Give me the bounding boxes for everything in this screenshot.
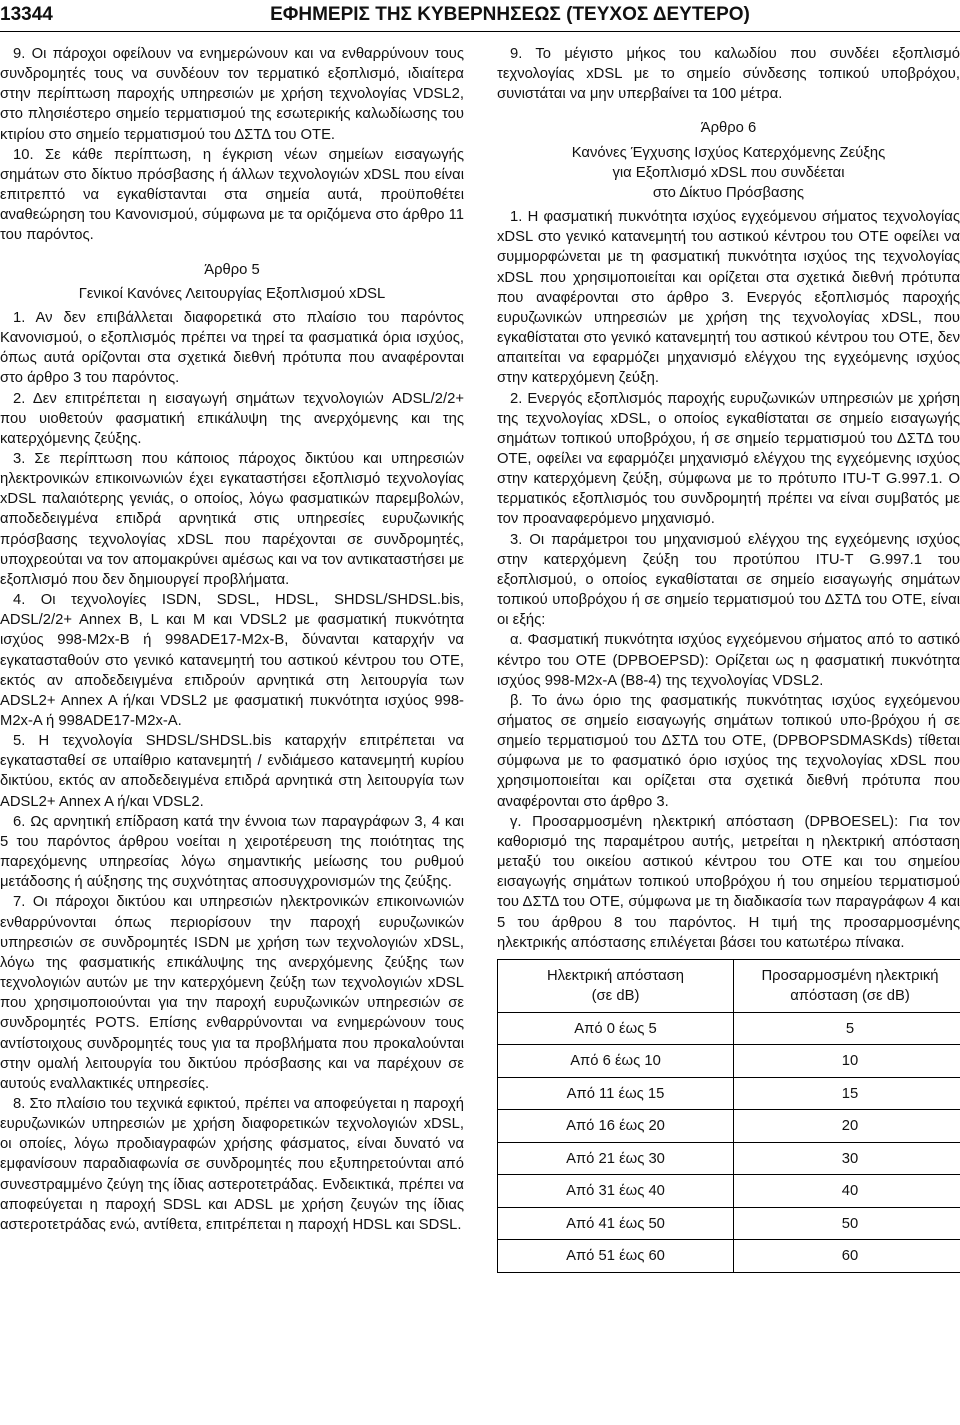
article-6-subtitle <box>497 143 960 203</box>
table-cell-value: 40 <box>734 1175 960 1208</box>
article-5-title: Άρθρο 5 <box>204 261 260 278</box>
article-5-paragraph-7: 7. Οι πάροχοι δικτύου και υπηρεσιών ηλεκτρονικών επικοινωνιών ενθαρρύνονται όπως περιορίσουν την παροχή ευρυζωνικών υπηρεσιών σε συνδρομητές ISDN με χρήση των τεχνολογιών xDSL, λόγω της φασματικής επικάλυψης της ανερχόμενης ζεύξης των τεχνολογιών αυτών με την κατερχόμενη ζεύξη των τεχνολογιών xDSL που χρησιμοποιούνται για την παροχή ευρυζωνικών υπηρεσιών σε συνδρομητές POTS. Επίσης ενθαρρύνονται να ενημερώνουν τους αντίστοιχους συνδρομητές τους για τα προβλήματα που προκαλούνται στην ομαλή λειτουργία του δικτύου πρόσβασης και να παρέχουν σε αυτούς εναλλακτικές υπηρεσίες. <box>0 894 464 1092</box>
paragraph-9: 9. Οι πάροχοι οφείλουν να ενημερώνουν και να ενθαρρύνουν τους συνδρομητές τους να συνδέουν τον τερματικό εξοπλισμό, ιδιαίτερα στην περίπτωση παροχής υπηρεσιών με χρήση τεχνολογίας VDSL2, στο πλησιέστερο σημείο τερματισμού της εσωτερικής καλωδίωσης του κτιρίου στο σημείο τερματισμού του ΔΣΤΔ του ΟΤΕ. <box>0 46 464 143</box>
table-header-adjusted-distance: Προσαρμοσμένη ηλεκτρική απόσταση (σε dB) <box>734 959 960 1012</box>
table-cell-range: Από 11 έως 15 <box>498 1077 734 1110</box>
table-cell-range: Από 6 έως 10 <box>498 1045 734 1078</box>
article-5-paragraph-2: 2. Δεν επιτρέπεται η εισαγωγή σημάτων τεχνολογιών ADSL/2/2+ που υιοθετούν φασματική επικάλυψη της ανερχόμενης και της κατερχόμενης ζεύξης. <box>0 390 464 447</box>
article-6-subtitle-line-1: Κανόνες Έγχυσης Ισχύος Κατερχόμενης Ζεύξης <box>571 144 886 161</box>
article-5-paragraph-6: 6. Ως αρνητική επίδραση κατά την έννοια των παραγράφων 3, 4 και 5 του παρόντος άρθρου νοείται η χειροτέρευση της ποιότητας της παρεχόμενης υπηρεσίας λόγω σημαντικής μείωσης του ρυθμού μετάδοσης ή αύξησης της συχνότητας αποσυγχρονισμών της ζεύξης. <box>0 813 464 891</box>
article-6-title: Άρθρο 6 <box>700 120 757 137</box>
article-5-paragraph-4: 4. Οι τεχνολογίες ISDN, SDSL, HDSL, SHDSL/SHDSL.bis, ADSL/2/2+ Annex B, L και M και VDSL2 με φασματική πυκνότητα ισχύος 998-M2x-B ή 998ADE17-M2x-B, δύνανται καταρχήν να εγκατασταθούν στο γενικό κατανεμητή του αστικού κέντρου του ΟΤΕ, εκτός αν αποδεδειγμένα επιδρούν αρνητικά στη λειτουργία των ADSL2+ Annex A ή/και VDSL2 με φασματική πυκνότητα ισχύος 998-M2x-A ή 998ADE17-M2x-A. <box>0 592 464 729</box>
article-6-subtitle-line-2: για Εξοπλισμό xDSL που συνδέεται <box>612 164 845 181</box>
table-row <box>498 1175 960 1208</box>
right-column <box>497 44 960 1273</box>
gazette-title: ΕΦΗΜΕΡΙΣ ΤΗΣ ΚΥΒΕΡΝΗΣΕΩΣ (ΤΕΥΧΟΣ ΔΕΥΤΕΡΟ) <box>270 4 750 25</box>
paragraph-10: 10. Σε κάθε περίπτωση, η έγκριση νέων σημείων εισαγωγής σημάτων στο δίκτυο πρόσβασης ή άλλων τεχνολογιών xDSL που είναι επιτρεπτό να εγκαθίστανται στα σημεία αυτά, προϋποθέτει αναθεώρηση του Κανονισμού, σύμφωνα με τα οριζόμενα στο άρθρο 11 του παρόντος. <box>0 146 464 244</box>
table-cell-range: Από 51 έως 60 <box>498 1240 734 1273</box>
table-cell-value: 50 <box>734 1207 960 1240</box>
article-6-paragraph-3: 3. Οι παράμετροι του μηχανισμού ελέγχου της εγχεόμενης ισχύος στην κατερχόμενη ζεύξη του προτύπου ITU-T G.997.1 του εξοπλισμού, ο οποίος εγκαθίσταται σε σημείο εισαγωγής σημάτων τοπικού υποβρόχου ή σε σημείο τερματισμού του ΔΣΤΔ του ΟΤΕ, είναι οι εξής: <box>497 531 960 629</box>
electrical-distance-table <box>497 959 960 1273</box>
table-cell-value: 10 <box>734 1045 960 1078</box>
article-6-paragraph-3b: β. Το άνω όριο της φασματικής πυκνότητας ισχύος εγχεόμενου σήματος σε σημείο εισαγωγής σημάτων τοπικού υπο-βρόχου ή σε σημείο τερματισμού του ΔΣΤΔ του ΟΤΕ, (DPBOPSDMASKds) τίθεται σύμφωνα με το φασματικό όριο ισχύος της τεχνολογίας xDSL που χρησιμοποιείται και ορίζεται στα σχετικά διεθνή πρότυπα που αναφέρονται στο άρθρο 3. <box>497 692 960 810</box>
table-header-electrical-distance: Ηλεκτρική απόσταση (σε dB) <box>498 959 734 1012</box>
table-row <box>498 1045 960 1078</box>
left-column <box>0 44 464 1235</box>
table-cell-range: Από 16 έως 20 <box>498 1110 734 1143</box>
article-5-subtitle: Γενικοί Κανόνες Λειτουργίας Εξοπλισμού xDSL <box>78 285 386 302</box>
article-5-paragraph-1: 1. Αν δεν επιβάλλεται διαφορετικά στο πλαίσιο του παρόντος Κανονισμού, ο εξοπλισμός πρέπει να τηρεί τα φασματικά όρια ισχύος, όπως αυτά ορίζονται στα σχετικά διεθνή πρότυπα που αναφέρονται στο άρθρο 3 του παρόντος. <box>0 309 464 387</box>
table-row <box>498 1142 960 1175</box>
header-divider <box>0 31 960 32</box>
article-5-paragraph-8: 8. Στο πλαίσιο του τεχνικά εφικτού, πρέπει να αποφεύγεται η παροχή ευρυζωνικών υπηρεσιών με χρήση διαφορετικών τεχνολογιών xDSL, οι οποίες, λόγω προδιαγραφών χρήσης φάσματος, είναι δυνατό να εμφανίσουν παραδιαφωνία σε συνδρομητές που εξυπηρετούνται από συνεστραμμένο ζεύγη της ίδιας αστεροτετράδας. Ενδεικτικά, πρέπει να αποφεύγεται η παροχή SDSL και ADSL με χρήση ζευγών της ίδιας αστεροτετράδας ενώ, αντίθετα, επιτρέπεται η παροχή HDSL και SDSL. <box>0 1095 464 1233</box>
table-row <box>498 1110 960 1143</box>
table-cell-range: Από 31 έως 40 <box>498 1175 734 1208</box>
article-5-paragraph-3: 3. Σε περίπτωση που κάποιος πάροχος δικτύου και υπηρεσιών ηλεκτρονικών επικοινωνιών έχει εγκαταστήσει εξοπλισμό τεχνολογίας xDSL παλαιότερης γενιάς, ο οποίος, λόγω φασματικών παρεμβολών, αποδεδειγμένα επιδρά αρνητικά στις υπηρεσίες ευρυζωνικής πρόσβασης τεχνολογίας xDSL που παρέχονται σε συνδρομητές, υποχρεούται να τον απομακρύνει αμέσως και να τον αντικαταστήσει με εξοπλισμό που δεν δημιουργεί προβλήματα. <box>0 450 464 588</box>
table-row <box>498 1012 960 1045</box>
table-row <box>498 1077 960 1110</box>
article-5-paragraph-9: 9. Το μέγιστο μήκος του καλωδίου που συνδέει εξοπλισμό τεχνολογίας xDSL με το σημείο σύνδεσης τοπικού υποβρόχου, συνιστάται να μην υπερβαίνει τα 100 μέτρα. <box>497 46 960 103</box>
page-number: 13344 <box>0 4 53 25</box>
article-6-subtitle-line-3: στο Δίκτυο Πρόσβασης <box>652 184 805 201</box>
page-header <box>0 0 960 36</box>
table-cell-value: 30 <box>734 1142 960 1175</box>
table-row <box>498 1207 960 1240</box>
table-cell-value: 5 <box>734 1012 960 1045</box>
table-cell-value: 20 <box>734 1110 960 1143</box>
article-6-paragraph-2: 2. Ενεργός εξοπλισμός παροχής ευρυζωνικών υπηρεσιών με χρήση της τεχνολογίας xDSL, ο οποίος εγκαθίσταται σε σημείο εισαγωγής σημάτων τοπικού υποβρόχου, ή σε σημείο τερματισμού του ΔΣΤΔ του ΟΤΕ, οφείλει να εφαρμόζει μηχανισμό ελέγχου της εγχεόμενης ισχύος στην κατερχόμενη ζεύξη, σύμφωνα με το πρότυπο ITU-T G.997.1. Ο τερματικός εξοπλισμός του συνδρομητή πρέπει να είναι συμβατός με τον προαναφερόμενο μηχανισμό. <box>497 390 960 528</box>
article-6-paragraph-1: 1. Η φασματική πυκνότητα ισχύος εγχεόμενου σήματος τεχνολογίας xDSL στο γενικό κατανεμητή του αστικού κέντρου του ΟΤΕ οφείλει να συμμορφώνεται με τη φασματική πυκνότητα ισχύος της τεχνολογίας xDSL που χρησιμοποιείται και ορίζεται στα σχετικά διεθνή πρότυπα που αναφέρονται στο άρθρο 3. Ενεργός εξοπλισμός παροχής ευρυζωνικών υπηρεσιών με χρήση της τεχνολογίας xDSL, που εγκαθίσταται στο γενικό κατανεμητή του αστικού κέντρου του ΟΤΕ, δεν απαιτείται να εφαρμόζει μηχανισμό ελέγχου της εγχεόμενης ισχύος στην κατερχόμενη ζεύξη. <box>497 209 960 387</box>
table-cell-range: Από 0 έως 5 <box>498 1012 734 1045</box>
table-cell-range: Από 41 έως 50 <box>498 1207 734 1240</box>
table-header-row <box>498 959 960 1012</box>
table-cell-value: 60 <box>734 1240 960 1273</box>
table-cell-range: Από 21 έως 30 <box>498 1142 734 1175</box>
article-5-paragraph-5: 5. Η τεχνολογία SHDSL/SHDSL.bis καταρχήν επιτρέπεται να εγκατασταθεί σε υπαίθριο κατανεμητή / ενδιάμεσο κατανεμητή κυρίου δικτύου, εκτός αν αποδεδειγμένα επιδρά αρνητικά στη λειτουργία των ADSL2+ Annex A ή/και VDSL2. <box>0 733 464 810</box>
table-cell-value: 15 <box>734 1077 960 1110</box>
article-6-paragraph-3c: γ. Προσαρμοσμένη ηλεκτρική απόσταση (DPBOESEL): Για τον καθορισμό της παραμέτρου αυτής, μετρείται η ηλεκτρική απόσταση μεταξύ του οικείου αστικού κέντρου του ΟΤΕ και του σημείου εισαγωγής σημάτων τοπικού υποβρόχου ή του σημείου τερματισμού του ΔΣΤΔ του ΟΤΕ, σύμφωνα με τη διαδικασία των παραγράφων 4 και 5 του άρθρου 8 του παρόντος. Η τιμή της προσαρμοσμένης ηλεκτρικής απόστασης επιλέγεται βάσει του κατωτέρω πίνακα. <box>497 813 960 951</box>
table-row <box>498 1240 960 1273</box>
article-6-paragraph-3a: α. Φασματική πυκνότητα ισχύος εγχεόμενου σήματος από το αστικό κέντρο του ΟΤΕ (DPBOEPSD): Ορίζεται ως η φασματική πυκνότητα ισχύος 998-M2x-A (B8-4) της τεχνολογίας VDSL2. <box>497 632 960 689</box>
